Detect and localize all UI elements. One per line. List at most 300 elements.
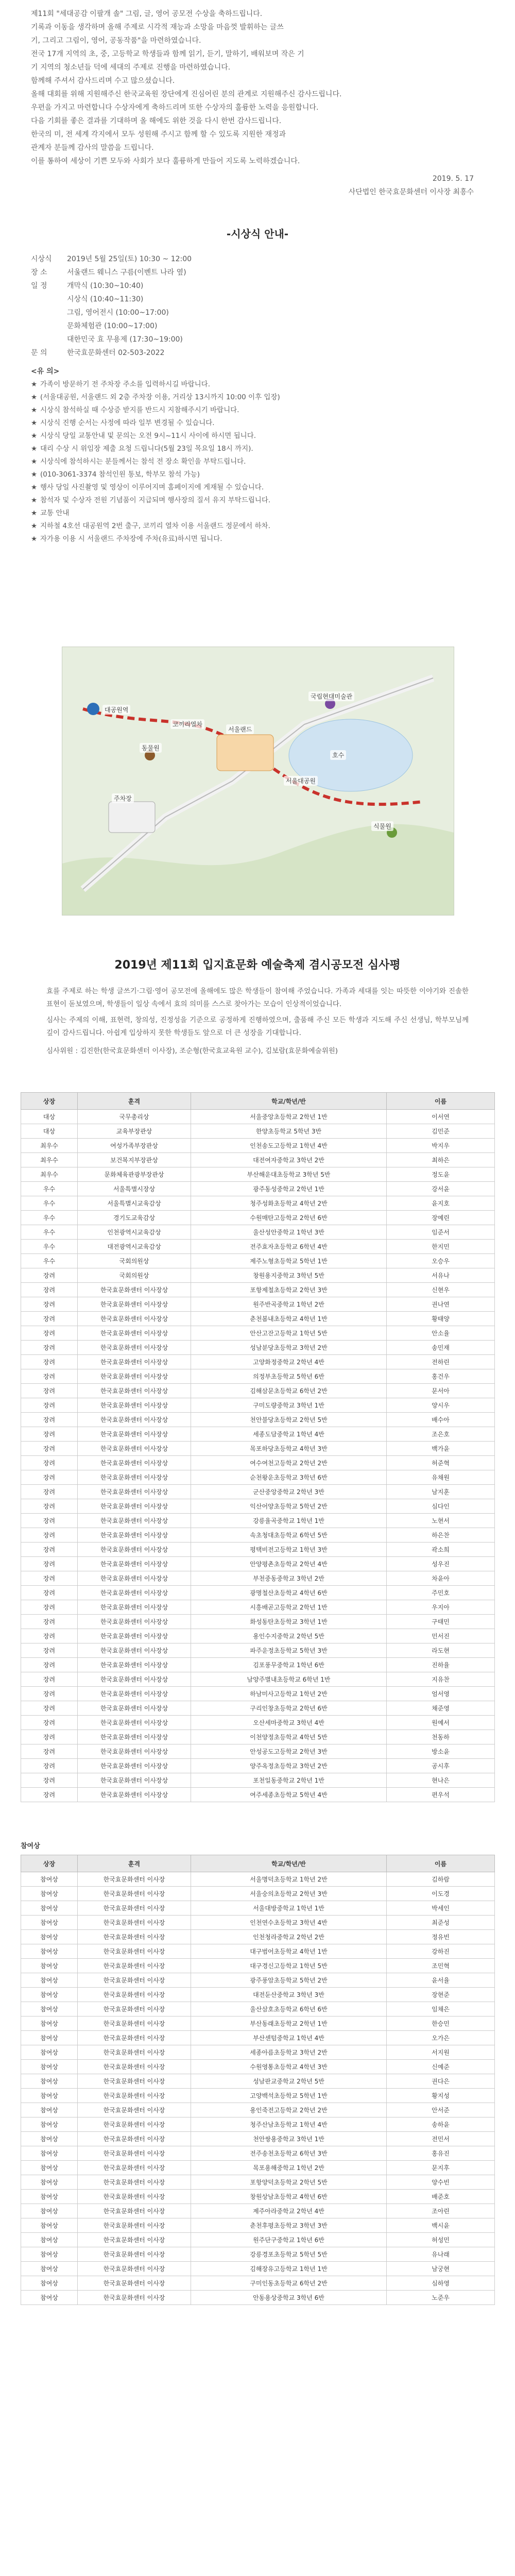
cell-grade: 한국효문화센터 이사장 xyxy=(78,2060,191,2074)
notes-title: <유 의> xyxy=(31,367,60,376)
col-header-award: 상장 xyxy=(21,1855,78,1872)
cell-school: 대전둔산중학교 3학년 3반 xyxy=(191,1988,387,2002)
letter-line: 한국의 미, 전 세계 각지에서 모두 성원해 주시고 함께 할 수 있도록 지원한 재정과 xyxy=(31,130,286,139)
cell-award: 장려 xyxy=(21,1687,78,1701)
table-row xyxy=(21,1225,495,1240)
cell-school: 익산어양초등학교 5학년 2반 xyxy=(191,1499,387,1514)
letter-line: 기 지역의 청소년들 덕에 세대의 주제로 진행을 마련하였습니다. xyxy=(31,63,231,72)
cell-name: 백시윤 xyxy=(387,2218,495,2233)
cell-school: 서울명덕초등학교 1학년 2반 xyxy=(191,1872,387,1887)
cell-award: 참여상 xyxy=(21,2103,78,2117)
cell-name: 원예서 xyxy=(387,1716,495,1730)
cell-school: 김포풍무중학교 1학년 6반 xyxy=(191,1658,387,1672)
cell-award: 장려 xyxy=(21,1643,78,1658)
table-row xyxy=(21,1427,495,1442)
cell-grade: 한국효문화센터 이사장 xyxy=(78,1930,191,1944)
note-text: 자가용 이용 시 서울랜드 주차장에 주차(유료)하시면 됩니다. xyxy=(40,535,222,543)
table-row xyxy=(21,1973,495,1988)
cell-award: 장려 xyxy=(21,1759,78,1773)
cell-name: 차윤아 xyxy=(387,1571,495,1586)
table-row xyxy=(21,1600,495,1615)
cell-school: 안동용상중학교 3학년 6반 xyxy=(191,2291,387,2305)
cell-grade: 한국효문화센터 이사장 xyxy=(78,2146,191,2161)
cell-school: 성남판교중학교 2학년 5반 xyxy=(191,2074,387,2089)
cell-school: 목포용해중학교 1학년 2반 xyxy=(191,2161,387,2175)
cell-grade: 한국효문화센터 이사장상 xyxy=(78,1543,191,1557)
cell-school: 천안불당초등학교 2학년 5반 xyxy=(191,1413,387,1427)
cell-school: 용인죽전고등학교 2학년 2반 xyxy=(191,2103,387,2117)
star-bullet-icon: ★ xyxy=(31,457,38,466)
table-row xyxy=(21,1658,495,1672)
cell-school: 오산세마중학교 3학년 4반 xyxy=(191,1716,387,1730)
cell-name: 임채은 xyxy=(387,2002,495,2016)
table-row xyxy=(21,1355,495,1369)
table-row xyxy=(21,1514,495,1528)
ceremony-row xyxy=(31,333,484,346)
cell-award: 참여상 xyxy=(21,1973,78,1988)
cell-name: 천동하 xyxy=(387,1730,495,1744)
cell-grade: 한국효문화센터 이사장 xyxy=(78,2089,191,2103)
ceremony-value: 시상식 (10:40~11:30) xyxy=(67,295,144,303)
cell-name: 전민서 xyxy=(387,2132,495,2146)
note-item xyxy=(31,404,484,417)
cell-grade: 한국효문화센터 이사장 xyxy=(78,2117,191,2132)
cell-grade: 한국효문화센터 이사장 xyxy=(78,2175,191,2190)
table-row xyxy=(21,1139,495,1153)
letter-line: 올해 대회를 위해 지원해주신 한국교육원 장단에게 진심어린 분의 관계로 지원해주신 감사드립니다. xyxy=(31,90,342,98)
table-header-row xyxy=(21,1855,495,1872)
cell-award: 장려 xyxy=(21,1384,78,1398)
letter-date: 2019. 5. 17 xyxy=(432,175,474,183)
cell-grade: 한국효문화센터 이사장상 xyxy=(78,1615,191,1629)
cell-award: 참여상 xyxy=(21,1930,78,1944)
cell-award: 장려 xyxy=(21,1672,78,1687)
letter-line: 함께해 주셔서 감사드리며 수고 많으셨습니다. xyxy=(31,77,175,85)
cell-name: 배수아 xyxy=(387,1413,495,1427)
cell-grade: 한국효문화센터 이사장 xyxy=(78,2218,191,2233)
cell-grade: 한국효문화센터 이사장상 xyxy=(78,1658,191,1672)
cell-school: 인천청라중학교 2학년 2반 xyxy=(191,1930,387,1944)
cell-award: 장려 xyxy=(21,1413,78,1427)
cell-school: 부산센텀중학교 1학년 4반 xyxy=(191,2031,387,2045)
note-text: 시상식에 참석하시는 분들께서는 참석 전 장소 확인을 부탁드립니다. xyxy=(40,457,246,466)
cell-grade: 한국효문화센터 이사장상 xyxy=(78,1442,191,1456)
star-bullet-icon: ★ xyxy=(31,445,38,453)
table-row xyxy=(21,1629,495,1643)
ceremony-key xyxy=(31,319,67,333)
cell-school: 하남미사고등학교 1학년 2반 xyxy=(191,1687,387,1701)
ceremony-value: 개막식 (10:30~10:40) xyxy=(67,282,144,290)
cell-name: 우지아 xyxy=(387,1600,495,1615)
cell-school: 부산동래초등학교 2학년 1반 xyxy=(191,2016,387,2031)
cell-name: 정도윤 xyxy=(387,1167,495,1182)
cell-grade: 한국효문화센터 이사장상 xyxy=(78,1297,191,1312)
cell-award: 우수 xyxy=(21,1211,78,1225)
table-row xyxy=(21,1470,495,1485)
cell-award: 참여상 xyxy=(21,2190,78,2204)
col-header-grade: 훈격 xyxy=(78,1855,191,1872)
table-row xyxy=(21,1901,495,1916)
cell-name: 남궁현 xyxy=(387,2262,495,2276)
cell-school: 대전여자중학교 3학년 2반 xyxy=(191,1153,387,1167)
letter-line: 관계자 분들께 감사의 말씀을 드립니다. xyxy=(31,144,154,152)
note-item xyxy=(31,417,484,430)
letter-line: 기, 그리고 그림이, 영어, 공동작품"을 마련하였습니다. xyxy=(31,37,201,45)
table-row xyxy=(21,2132,495,2146)
note-text: 시상식 참석하실 때 수상증 받지를 반드시 지참해주시기 바랍니다. xyxy=(40,406,239,414)
table-row xyxy=(21,2204,495,2218)
cell-award: 참여상 xyxy=(21,2002,78,2016)
note-text: 지하철 4호선 대공원역 2번 출구, 코끼리 열차 이용 서울랜드 정문에서 하차. xyxy=(40,522,270,530)
ceremony-title: -시상식 안내- xyxy=(226,228,289,240)
cell-school: 고양백석초등학교 5학년 1반 xyxy=(191,2089,387,2103)
ceremony-key: 문 의 xyxy=(31,349,47,357)
table-row xyxy=(21,1124,495,1139)
cell-school: 성남분당초등학교 3학년 2반 xyxy=(191,1341,387,1355)
note-text: 행사 당일 사진촬영 및 영상이 이루어지며 홈페이지에 게재될 수 있습니다. xyxy=(40,483,264,492)
ceremony-key xyxy=(31,306,67,319)
table-row xyxy=(21,1916,495,1930)
cell-name: 홍유진 xyxy=(387,2146,495,2161)
table-row xyxy=(21,1398,495,1413)
cell-grade: 한국효문화센터 이사장상 xyxy=(78,1485,191,1499)
cell-grade: 한국효문화센터 이사장상 xyxy=(78,1341,191,1355)
cell-name: 한승민 xyxy=(387,2016,495,2031)
cell-name: 황지성 xyxy=(387,2089,495,2103)
cell-award: 참여상 xyxy=(21,2060,78,2074)
table-row xyxy=(21,2291,495,2305)
ceremony-row xyxy=(31,266,484,279)
table-row xyxy=(21,2089,495,2103)
cell-grade: 한국효문화센터 이사장 xyxy=(78,2291,191,2305)
cell-school: 광주풍암초등학교 5학년 2반 xyxy=(191,1973,387,1988)
cell-grade: 한국효문화센터 이사장상 xyxy=(78,1643,191,1658)
table-row xyxy=(21,1499,495,1514)
table-row xyxy=(21,2031,495,2045)
cell-award: 장려 xyxy=(21,1341,78,1355)
cell-school: 전주송천초등학교 6학년 3반 xyxy=(191,2146,387,2161)
cell-school: 창원상남초등학교 4학년 6반 xyxy=(191,2190,387,2204)
cell-school: 울산성안중학교 1학년 3반 xyxy=(191,1225,387,1240)
cell-award: 참여상 xyxy=(21,2016,78,2031)
map-label: 대공원역 xyxy=(102,705,130,715)
note-item xyxy=(31,378,484,391)
cell-grade: 보건복지부장관상 xyxy=(78,1153,191,1167)
star-bullet-icon: ★ xyxy=(31,483,38,492)
cell-school: 시흥배곧고등학교 2학년 1반 xyxy=(191,1600,387,1615)
cell-award: 참여상 xyxy=(21,2146,78,2161)
table-row xyxy=(21,1297,495,1312)
ceremony-value: 대한민국 효 무용제 (17:30~19:00) xyxy=(67,335,183,344)
table-row xyxy=(21,1930,495,1944)
cell-grade: 한국효문화센터 이사장 xyxy=(78,2002,191,2016)
note-text: 시상식 당일 교통안내 및 문의는 오전 9시~11시 사이에 하시면 됩니다. xyxy=(40,432,256,440)
table-row xyxy=(21,2117,495,2132)
cell-grade: 한국효문화센터 이사장상 xyxy=(78,1557,191,1571)
cell-school: 한양초등학교 5학년 3반 xyxy=(191,1124,387,1139)
cell-grade: 한국효문화센터 이사장상 xyxy=(78,1716,191,1730)
cell-school: 남양주별내초등학교 6학년 1반 xyxy=(191,1672,387,1687)
map-label: 서울대공원 xyxy=(284,776,318,786)
cell-name: 방소윤 xyxy=(387,1744,495,1759)
table-row xyxy=(21,1615,495,1629)
table-row xyxy=(21,1643,495,1658)
ceremony-row xyxy=(31,279,484,293)
results-table-main xyxy=(21,1092,495,1802)
cell-award: 장려 xyxy=(21,1485,78,1499)
cell-grade: 한국효문화센터 이사장상 xyxy=(78,1672,191,1687)
cell-award: 최우수 xyxy=(21,1139,78,1153)
table-row xyxy=(21,1586,495,1600)
cell-award: 우수 xyxy=(21,1254,78,1268)
table-row xyxy=(21,1485,495,1499)
cell-school: 천안쌍용중학교 3학년 1반 xyxy=(191,2132,387,2146)
table-row xyxy=(21,1341,495,1355)
cell-grade: 한국효문화센터 이사장 xyxy=(78,1973,191,1988)
cell-name: 현나은 xyxy=(387,1773,495,1788)
cell-award: 참여상 xyxy=(21,2276,78,2291)
table-row xyxy=(21,1369,495,1384)
cell-award: 장려 xyxy=(21,1312,78,1326)
cell-award: 장려 xyxy=(21,1716,78,1730)
table-row xyxy=(21,1716,495,1730)
cell-school: 광명철산초등학교 4학년 6반 xyxy=(191,1586,387,1600)
cell-award: 참여상 xyxy=(21,2262,78,2276)
star-bullet-icon: ★ xyxy=(31,509,38,517)
cell-name: 임준서 xyxy=(387,1225,495,1240)
cell-award: 참여상 xyxy=(21,2132,78,2146)
cell-name: 조은호 xyxy=(387,1427,495,1442)
cell-name: 신예준 xyxy=(387,2060,495,2074)
ceremony-key: 장 소 xyxy=(31,268,47,277)
cell-grade: 문화체육관광부장관상 xyxy=(78,1167,191,1182)
cell-school: 안성공도고등학교 2학년 3반 xyxy=(191,1744,387,1759)
cell-school: 의정부초등학교 5학년 6반 xyxy=(191,1369,387,1384)
letter-paragraphs xyxy=(31,7,484,168)
cell-award: 참여상 xyxy=(21,2247,78,2262)
cell-school: 춘천봄내초등학교 4학년 1반 xyxy=(191,1312,387,1326)
col-header-name: 이름 xyxy=(387,1093,495,1110)
map-label: 서울랜드 xyxy=(226,724,254,734)
cell-award: 참여상 xyxy=(21,2089,78,2103)
cell-grade: 한국효문화센터 이사장상 xyxy=(78,1514,191,1528)
cell-grade: 한국효문화센터 이사장 xyxy=(78,2276,191,2291)
cell-award: 장려 xyxy=(21,1543,78,1557)
cell-school: 목포하당초등학교 4학년 3반 xyxy=(191,1442,387,1456)
cell-name: 심하영 xyxy=(387,2276,495,2291)
cell-grade: 국회의원상 xyxy=(78,1254,191,1268)
cell-award: 최우수 xyxy=(21,1167,78,1182)
cell-school: 대구범어초등학교 4학년 1반 xyxy=(191,1944,387,1959)
cell-school: 김해장유고등학교 1학년 1반 xyxy=(191,2262,387,2276)
star-bullet-icon: ★ xyxy=(31,470,38,479)
note-text: (서울대공원, 서울랜드 외 2층 주차장 이용, 거리상 13시까지 10:00 이후 입장) xyxy=(40,393,280,401)
cell-award: 장려 xyxy=(21,1470,78,1485)
cell-award: 장려 xyxy=(21,1326,78,1341)
cell-grade: 한국효문화센터 이사장 xyxy=(78,1901,191,1916)
table-row xyxy=(21,1543,495,1557)
cell-school: 원주단구중학교 1학년 6반 xyxy=(191,2233,387,2247)
cell-grade: 한국효문화센터 이사장상 xyxy=(78,1398,191,1413)
note-item xyxy=(31,481,484,494)
table-row xyxy=(21,1571,495,1586)
cell-school: 전주효자초등학교 6학년 4반 xyxy=(191,1240,387,1254)
cell-grade: 한국효문화센터 이사장 xyxy=(78,2262,191,2276)
cell-name: 강서윤 xyxy=(387,1182,495,1196)
cell-award: 장려 xyxy=(21,1773,78,1788)
star-bullet-icon: ★ xyxy=(31,432,38,440)
table-row xyxy=(21,1959,495,1973)
cell-grade: 한국효문화센터 이사장상 xyxy=(78,1355,191,1369)
cell-name: 남지훈 xyxy=(387,1485,495,1499)
table-row xyxy=(21,1872,495,1887)
cell-name: 백가윤 xyxy=(387,1442,495,1456)
cell-name: 이서연 xyxy=(387,1110,495,1124)
cell-grade: 한국효문화센터 이사장 xyxy=(78,1872,191,1887)
map-parking xyxy=(109,802,155,833)
cell-award: 장려 xyxy=(21,1427,78,1442)
table-row xyxy=(21,2233,495,2247)
cell-award: 참여상 xyxy=(21,2117,78,2132)
cell-grade: 한국효문화센터 이사장상 xyxy=(78,1499,191,1514)
cell-award: 최우수 xyxy=(21,1153,78,1167)
cell-grade: 한국효문화센터 이사장상 xyxy=(78,1600,191,1615)
cell-name: 이도경 xyxy=(387,1887,495,1901)
table-row xyxy=(21,2218,495,2233)
table-row xyxy=(21,2262,495,2276)
ceremony-value: 서울랜드 웨니스 구름(이벤트 나라 옆) xyxy=(67,268,186,277)
map-station-marker xyxy=(87,703,99,715)
col-header-school: 학교/학년/반 xyxy=(191,1093,387,1110)
table-row xyxy=(21,1182,495,1196)
table-row xyxy=(21,1167,495,1182)
col-header-school: 학교/학년/반 xyxy=(191,1855,387,1872)
cell-name: 곽소희 xyxy=(387,1543,495,1557)
cell-grade: 한국효문화센터 이사장상 xyxy=(78,1413,191,1427)
table-row xyxy=(21,1442,495,1456)
cell-school: 포항제철초등학교 2학년 3반 xyxy=(191,1283,387,1297)
cell-award: 대상 xyxy=(21,1124,78,1139)
col-header-name: 이름 xyxy=(387,1855,495,1872)
cell-school: 부천중동중학교 3학년 2반 xyxy=(191,1571,387,1586)
cell-grade: 한국효문화센터 이사장상 xyxy=(78,1528,191,1543)
cell-grade: 서울특별시장상 xyxy=(78,1182,191,1196)
cell-grade: 한국효문화센터 이사장 xyxy=(78,2204,191,2218)
cell-grade: 한국효문화센터 이사장 xyxy=(78,2074,191,2089)
cell-name: 지유찬 xyxy=(387,1672,495,1687)
cell-award: 참여상 xyxy=(21,2031,78,2045)
cell-grade: 한국효문화센터 이사장상 xyxy=(78,1283,191,1297)
cell-grade: 국회의원상 xyxy=(78,1268,191,1283)
ceremony-key: 시상식 xyxy=(31,255,52,263)
cell-award: 참여상 xyxy=(21,2161,78,2175)
cell-school: 파주운정초등학교 5학년 3반 xyxy=(191,1643,387,1658)
cell-award: 참여상 xyxy=(21,2175,78,2190)
cell-name: 민서진 xyxy=(387,1629,495,1643)
table-row xyxy=(21,1557,495,1571)
table-row xyxy=(21,2247,495,2262)
table-row xyxy=(21,1326,495,1341)
cell-school: 청주산남초등학교 1학년 4반 xyxy=(191,2117,387,2132)
note-text: 교통 안내 xyxy=(40,509,70,517)
cell-school: 구리인창초등학교 2학년 6반 xyxy=(191,1701,387,1716)
cell-school: 서울대방중학교 1학년 1반 xyxy=(191,1901,387,1916)
cell-grade: 한국효문화센터 이사장상 xyxy=(78,1586,191,1600)
ceremony-row xyxy=(31,346,484,360)
cell-award: 참여상 xyxy=(21,1959,78,1973)
cell-award: 장려 xyxy=(21,1398,78,1413)
cell-award: 장려 xyxy=(21,1658,78,1672)
cell-name: 안서준 xyxy=(387,2103,495,2117)
cell-award: 장려 xyxy=(21,1701,78,1716)
cell-school: 여수여천고등학교 2학년 2반 xyxy=(191,1456,387,1470)
table-row xyxy=(21,1384,495,1398)
cell-name: 송하윤 xyxy=(387,2117,495,2132)
cell-name: 허준혁 xyxy=(387,1456,495,1470)
cell-grade: 인천광역시교육감상 xyxy=(78,1225,191,1240)
table-row xyxy=(21,1988,495,2002)
cell-grade: 한국효문화센터 이사장 xyxy=(78,2233,191,2247)
cell-grade: 한국효문화센터 이사장 xyxy=(78,2016,191,2031)
cell-name: 서지원 xyxy=(387,2045,495,2060)
map-label: 국립현대미술관 xyxy=(308,691,354,701)
cell-award: 대상 xyxy=(21,1110,78,1124)
note-text: 대리 수상 시 위임장 제출 요청 드립니다(5월 23일 목요일 18시 까지). xyxy=(40,445,253,453)
cell-school: 화성동탄초등학교 3학년 1반 xyxy=(191,1615,387,1629)
cell-grade: 한국효문화센터 이사장상 xyxy=(78,1470,191,1485)
letter-line: 기록과 이동을 생각하며 올해 주제로 시각적 재능과 소망을 마음껏 발휘하는 글쓰 xyxy=(31,23,284,31)
cell-school: 수원매탄고등학교 2학년 6반 xyxy=(191,1211,387,1225)
cell-name: 서유나 xyxy=(387,1268,495,1283)
results-intro xyxy=(46,985,469,1058)
table-row xyxy=(21,2016,495,2031)
cell-award: 참여상 xyxy=(21,1887,78,1901)
participation-label: 참여상 xyxy=(21,1842,40,1850)
cell-name: 최하은 xyxy=(387,1153,495,1167)
cell-school: 안양평촌초등학교 2학년 4반 xyxy=(191,1557,387,1571)
ceremony-key xyxy=(31,293,67,306)
cell-name: 하은찬 xyxy=(387,1528,495,1543)
letter-line: 우편을 가지고 마련합니다 수상자에게 축하드리며 또한 수상자의 훌륭한 노력을 응원합니다. xyxy=(31,104,319,112)
cell-name: 조민혁 xyxy=(387,1959,495,1973)
greeting-letter xyxy=(31,7,484,168)
cell-school: 청주성화초등학교 4학년 2반 xyxy=(191,1196,387,1211)
cell-school: 인천송도고등학교 1학년 4반 xyxy=(191,1139,387,1153)
table-row xyxy=(21,2276,495,2291)
cell-grade: 한국효문화센터 이사장상 xyxy=(78,1701,191,1716)
cell-award: 참여상 xyxy=(21,1872,78,1887)
cell-name: 노현서 xyxy=(387,1514,495,1528)
cell-grade: 한국효문화센터 이사장 xyxy=(78,1959,191,1973)
table-row xyxy=(21,1887,495,1901)
cell-grade: 한국효문화센터 이사장상 xyxy=(78,1427,191,1442)
letter-line: 전국 17개 지역의 초, 중, 고등학교 학생들과 함께 읽기, 듣기, 말하기, 배워보며 작은 기 xyxy=(31,50,304,58)
cell-award: 장려 xyxy=(21,1283,78,1297)
cell-school: 제주아라중학교 2학년 4반 xyxy=(191,2204,387,2218)
cell-grade: 한국효문화센터 이사장 xyxy=(78,2132,191,2146)
cell-school: 강릉경포초등학교 5학년 5반 xyxy=(191,2247,387,2262)
table-row xyxy=(21,1254,495,1268)
table-row xyxy=(21,1672,495,1687)
cell-school: 고양화정중학교 2학년 4반 xyxy=(191,1355,387,1369)
cell-grade: 한국효문화센터 이사장상 xyxy=(78,1456,191,1470)
cell-award: 우수 xyxy=(21,1196,78,1211)
cell-name: 편우석 xyxy=(387,1788,495,1802)
results-title: 2019년 제11회 입지효문화 예술축제 겸시공모전 심사평 xyxy=(114,959,401,972)
table-row xyxy=(21,1312,495,1326)
cell-name: 송민재 xyxy=(387,1341,495,1355)
cell-grade: 한국효문화센터 이사장 xyxy=(78,2161,191,2175)
